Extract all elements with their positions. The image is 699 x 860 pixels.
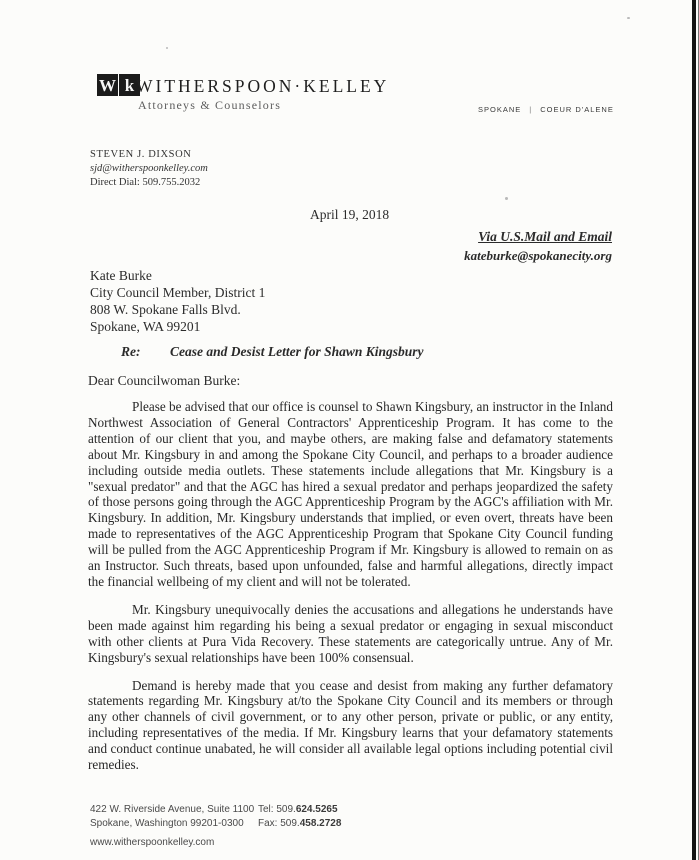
scan-speck [627, 17, 630, 19]
scan-edge-artifact [692, 0, 696, 860]
footer-tel: Tel: 509.624.5265 [258, 804, 338, 815]
footer-website: www.witherspoonkelley.com [90, 837, 215, 848]
delivery-block [360, 229, 612, 264]
office-separator: | [529, 105, 533, 114]
delivery-email: kateburke@spokanecity.org [464, 248, 612, 263]
wk-logo-icon [97, 74, 140, 96]
recipient-name: Kate Burke [90, 268, 152, 283]
recipient-address-line2: Spokane, WA 99201 [90, 319, 201, 334]
letter-body [88, 399, 613, 785]
delivery-method: Via U.S.Mail and Email [478, 229, 612, 244]
logo-letter-k: k [119, 74, 140, 96]
footer-address-line1: 422 W. Riverside Avenue, Suite 1100 [90, 804, 255, 815]
letter-footer [90, 803, 341, 850]
letter-date: April 19, 2018 [310, 207, 390, 222]
body-paragraph-3: Demand is hereby made that you cease and desist from making any further defamatory statements regarding Mr. Kingsbury at/to the Spokane City Council and its members or through any other channels of civil government, or to any other person, private or public, or any entity, including representatives of the media. If Mr. Kingsbury learns that your defamatory statements and conduct continue unabated, he will consider all available legal options including potential civil remedies. [88, 677, 613, 773]
recipient-address-block [90, 267, 265, 335]
re-subject: Cease and Desist Letter for Shawn Kingsbury [170, 344, 424, 359]
body-paragraph-1: Please be advised that our office is counsel to Shawn Kingsbury, an instructor in the Inland Northwest Association of General Contractors' Apprenticeship Program. It has come to the attention of our client that you, and maybe others, are making false and defamatory statements about Mr. Kingsbury in and among the Spokane City Council, and perhaps to a broader audience including outside media outlets. These statements include allegations that Mr. Kingsbury is a "sexual predator" and that the AGC has hired a sexual predator and perhaps jeopardized the safety of those persons going through the AGC Apprenticeship Program by the AGC's affiliation with Mr. Kingsbury. In addition, Mr. Kingsbury understands that implied, or even overt, threats have been made to representatives of the AGC Apprenticeship Program that Spokane City Council funding will be pulled from the AGC Apprenticeship Program if Mr. Kingsbury is allowed to remain on as an Instructor. Such threats, based upon unfounded, false and harmful allegations, directly impact the financial wellbeing of my client and will not be tolerated. [88, 399, 613, 589]
recipient-address-line1: 808 W. Spokane Falls Blvd. [90, 302, 241, 317]
firm-name: WITHERSPOON·KELLEY [136, 76, 390, 96]
footer-address-line2: Spokane, Washington 99201-0300 [90, 818, 244, 829]
attorney-email: sjd@witherspoonkelley.com [90, 163, 208, 174]
scan-speck [505, 197, 508, 200]
re-label: Re: [121, 344, 141, 359]
office-coeur-dalene: COEUR D'ALENE [540, 105, 614, 114]
salutation: Dear Councilwoman Burke: [88, 373, 241, 388]
footer-fax-number: 458.2728 [299, 818, 342, 829]
attorney-contact-block [90, 148, 208, 190]
attorney-name: STEVEN J. DIXSON [90, 149, 192, 160]
re-line [121, 344, 424, 360]
office-spokane: SPOKANE [478, 105, 522, 114]
logo-letter-w: W [99, 75, 116, 95]
footer-tel-number: 624.5265 [295, 804, 338, 815]
firm-tagline: Attorneys & Counselors [138, 98, 282, 112]
recipient-title: City Council Member, District 1 [90, 285, 266, 300]
body-paragraph-2: Mr. Kingsbury unequivocally denies the accusations and allegations he understands have been made against him regarding his being a sexual predator or engaging in sexual misconduct with other clients at Pura Vida Recovery. These statements are categorically untrue. Any of Mr. Kingsbury's sexual relationships have been 100% consensual. [88, 601, 613, 665]
attorney-direct-dial: Direct Dial: 509.755.2032 [90, 177, 201, 188]
scan-speck [166, 47, 168, 49]
footer-fax: Fax: 509.458.2728 [258, 818, 342, 829]
office-locations [478, 105, 614, 114]
